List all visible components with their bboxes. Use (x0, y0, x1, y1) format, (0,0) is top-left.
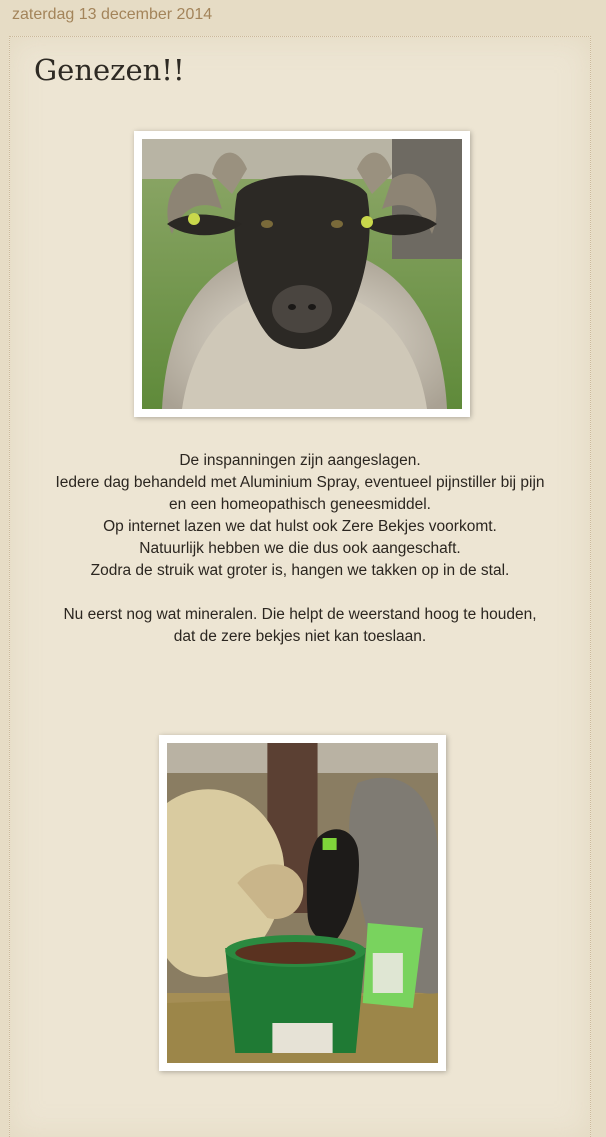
post-text-line: Natuurlijk hebben we die dus ook aangeschaft. (139, 540, 461, 557)
sheep-portrait-photo[interactable] (134, 131, 470, 417)
blog-post (9, 36, 591, 1137)
post-text-line: Nu eerst nog wat mineralen. Die helpt de weerstand hoog te houden, (63, 606, 537, 623)
post-body (50, 450, 550, 648)
post-title[interactable]: Genezen!! (34, 53, 185, 87)
date-header: zaterdag 13 december 2014 (12, 6, 213, 23)
post-text-line: Zodra de struik wat groter is, hangen we takken op in de stal. (90, 562, 510, 579)
paragraph-gap (50, 582, 550, 604)
post-text-line: De inspanningen zijn aangeslagen. (179, 452, 421, 469)
post-text-line: Iedere dag behandeld met Aluminium Spray, eventueel pijnstiller bij pijn en een homeopathisch geneesmiddel. (55, 474, 545, 513)
sheep-eating-minerals-photo[interactable] (159, 735, 446, 1071)
post-text-line: dat de zere bekjes niet kan toeslaan. (173, 628, 427, 645)
post-text-line: Op internet lazen we dat hulst ook Zere Bekjes voorkomt. (103, 518, 497, 535)
